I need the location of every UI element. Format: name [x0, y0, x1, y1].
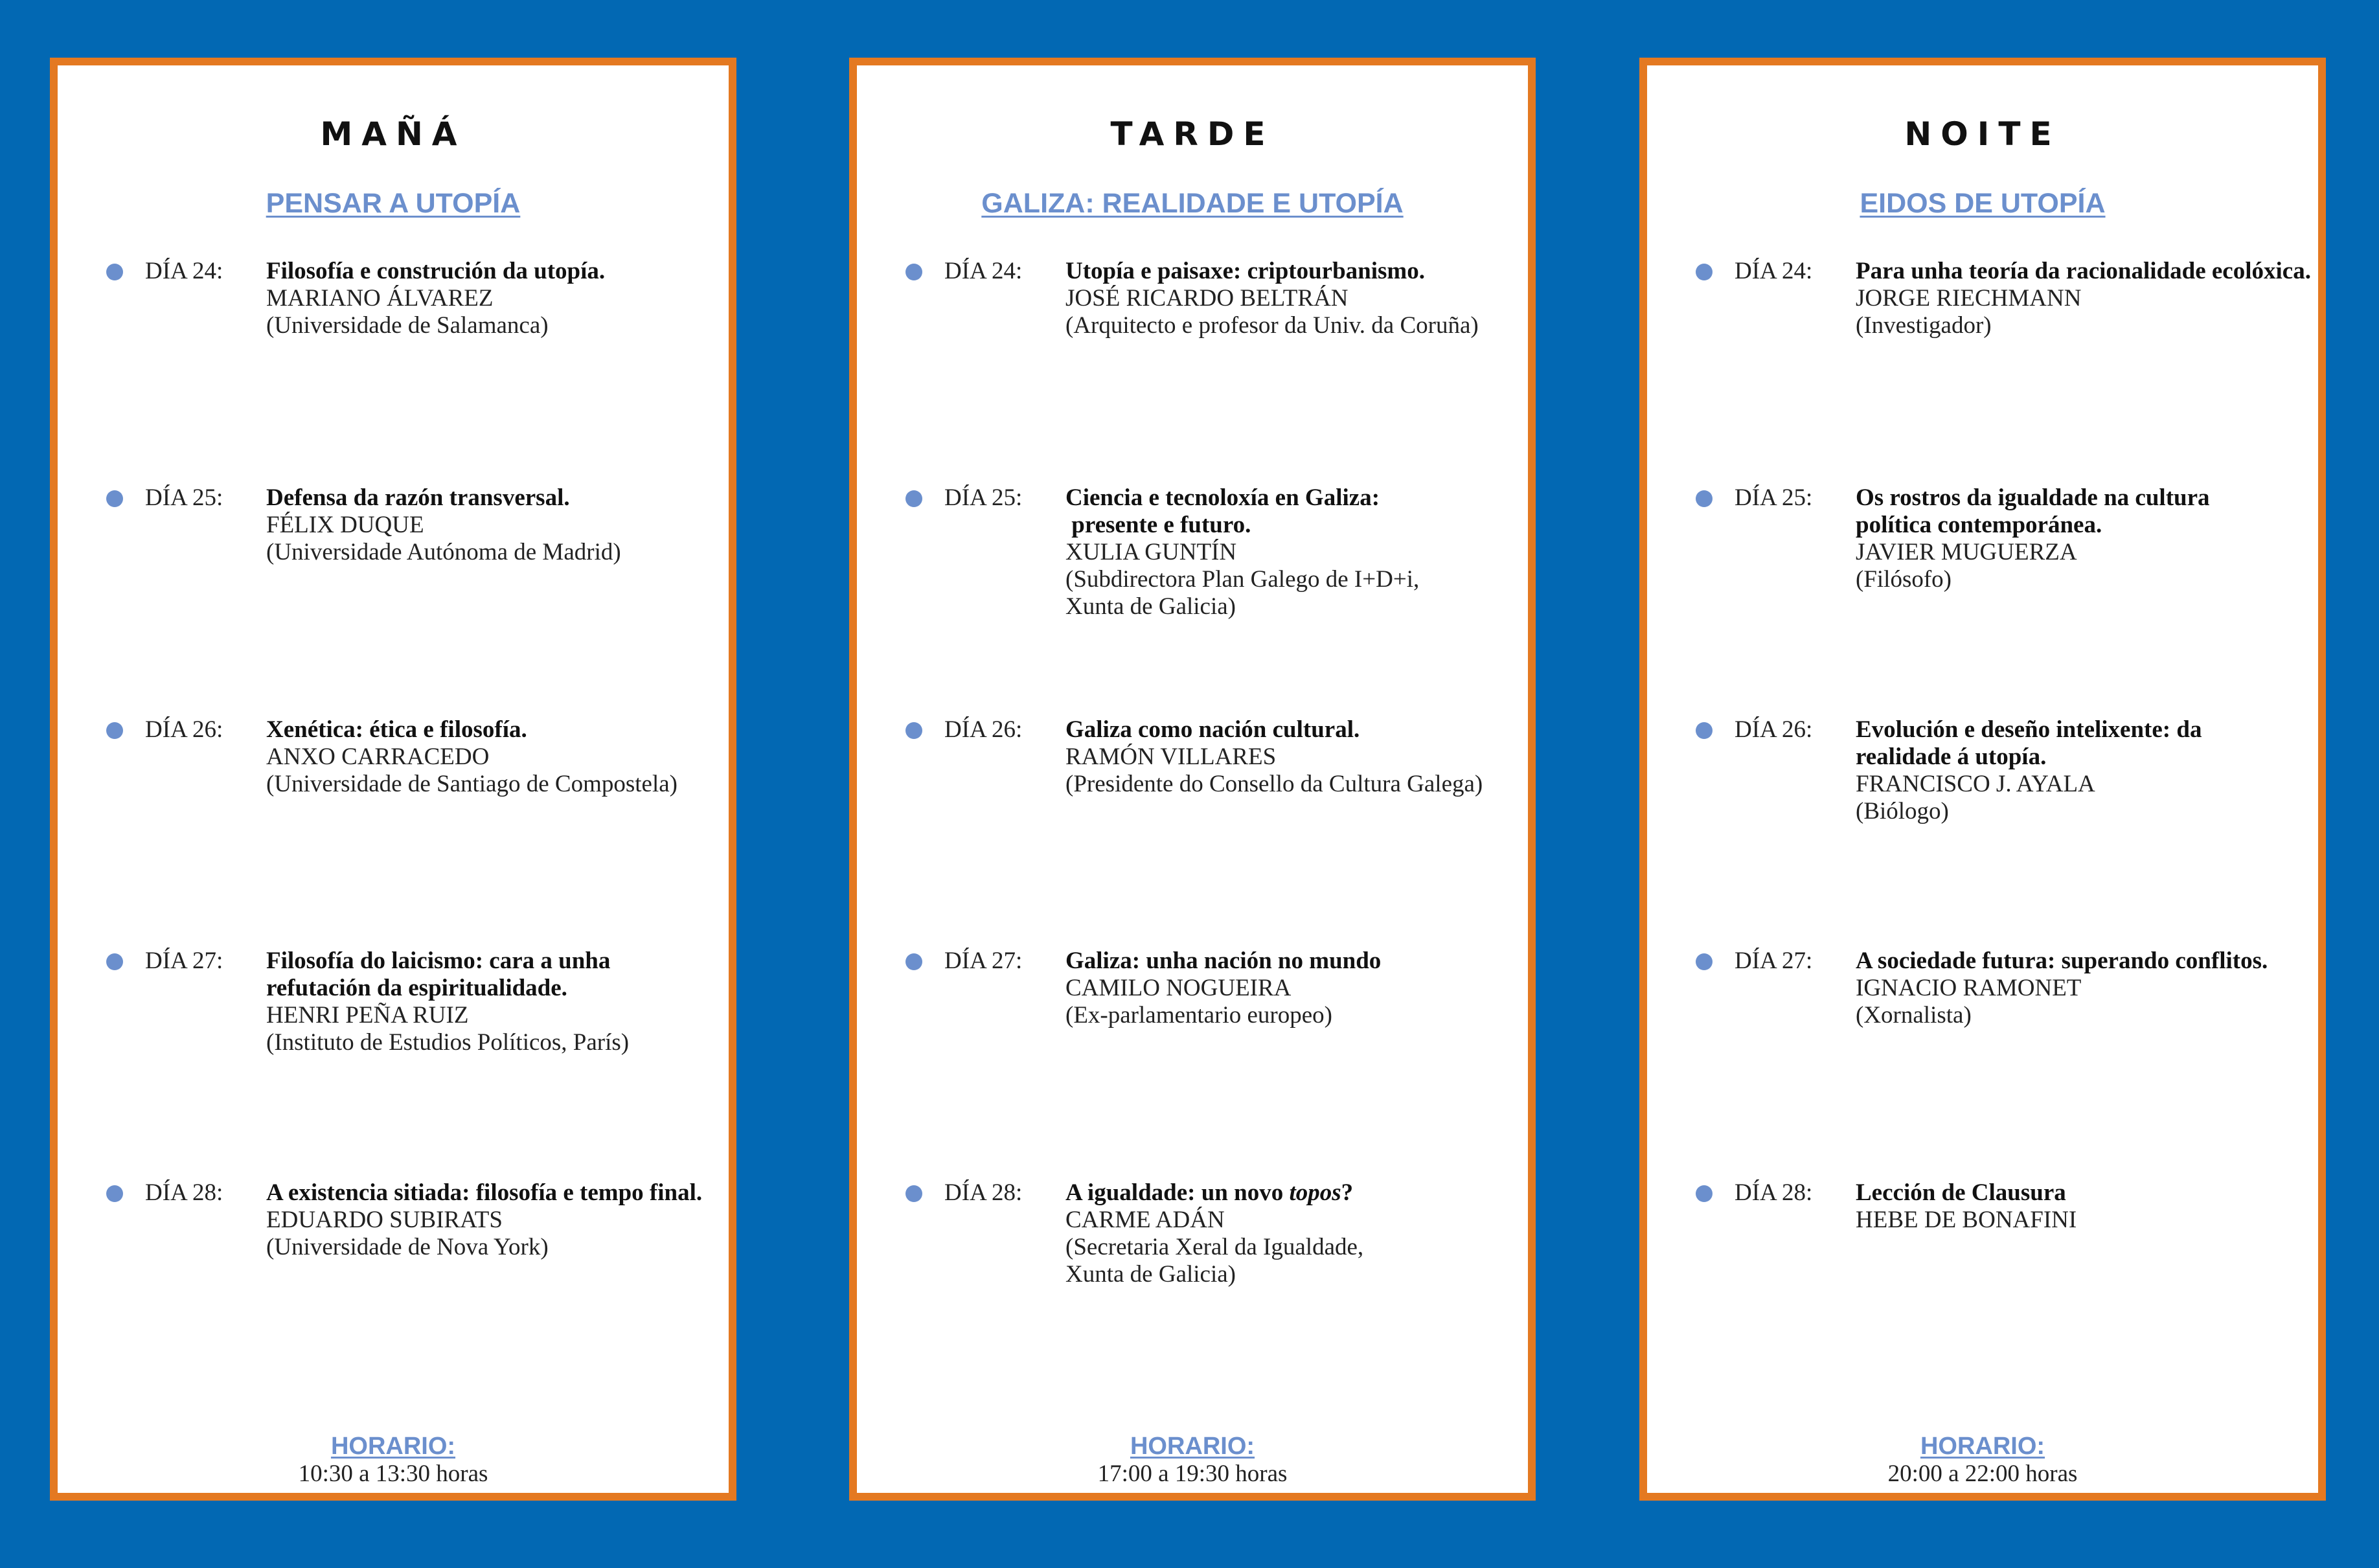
section-heading: NOITE — [1904, 115, 2061, 153]
day-label: DÍA 25: — [145, 484, 223, 511]
speaker-affiliation: (Universidade Autónoma de Madrid) — [266, 539, 621, 565]
day-label: DÍA 28: — [145, 1179, 223, 1206]
schedule-footer — [857, 1432, 1528, 1488]
speaker-affiliation: (Ex-parlamentario europeo) — [1065, 1002, 1332, 1028]
talk-title: Xenética: ética e filosofía. — [266, 716, 527, 743]
horario-time: 10:30 a 13:30 horas — [298, 1460, 488, 1487]
speaker-name: HENRI PEÑA RUIZ — [266, 1002, 469, 1028]
bullet-icon — [106, 953, 123, 970]
speaker-name: EDUARDO SUBIRATS — [266, 1207, 503, 1233]
talk-title — [1065, 1179, 1353, 1206]
talk-title: Evolución e deseño intelixente: da realidade á utopía. — [1856, 716, 2202, 770]
day-label: DÍA 25: — [944, 484, 1023, 511]
speaker-name: FÉLIX DUQUE — [266, 512, 424, 538]
horario-time: 17:00 a 19:30 horas — [1097, 1460, 1288, 1487]
bullet-icon — [1696, 490, 1713, 507]
talk-title: A existencia sitiada: filosofía e tempo final. — [266, 1179, 703, 1206]
bullet-icon — [106, 722, 123, 739]
speaker-affiliation: (Biólogo) — [1856, 798, 1949, 824]
bullet-icon — [1696, 953, 1713, 970]
bullet-icon — [905, 1185, 922, 1202]
talk-title-start: A igualdade: un novo — [1065, 1179, 1290, 1206]
speaker-name: CAMILO NOGUEIRA — [1065, 975, 1292, 1001]
talk-title: Para unha teoría da racionalidade ecolóxica. — [1856, 258, 2311, 284]
day-label: DÍA 26: — [145, 716, 223, 743]
horario-label: HORARIO: — [1130, 1433, 1255, 1460]
speaker-name: FRANCISCO J. AYALA — [1856, 771, 2095, 797]
talk-title: Galiza como nación cultural. — [1065, 716, 1360, 743]
speaker-name: MARIANO ÁLVAREZ — [266, 285, 494, 312]
speaker-affiliation: (Universidade de Santiago de Compostela) — [266, 771, 677, 797]
talk-title: Defensa da razón transversal. — [266, 484, 570, 511]
talk-title: Ciencia e tecnoloxía en Galiza: presente e futuro. — [1065, 484, 1380, 538]
speaker-name: IGNACIO RAMONET — [1856, 975, 2082, 1001]
entry-text — [1856, 948, 2268, 1029]
section-heading: MAÑÁ — [320, 115, 466, 153]
talk-title: A sociedade futura: superando conflitos. — [1856, 948, 2268, 974]
speaker-name: XULIA GUNTÍN — [1065, 539, 1237, 565]
talk-title-end: ? — [1341, 1179, 1354, 1206]
speaker-affiliation: (Subdirectora Plan Galego de I+D+i, Xunta de Galicia) — [1065, 566, 1420, 620]
speaker-affiliation: (Secretaria Xeral da Igualdade, Xunta de Galicia) — [1065, 1234, 1364, 1288]
entry-text — [1856, 484, 2210, 593]
speaker-affiliation: (Xornalista) — [1856, 1002, 1972, 1028]
speaker-name: HEBE DE BONAFINI — [1856, 1207, 2077, 1233]
entry-text — [266, 948, 629, 1056]
programme-panel-evening — [1639, 58, 2326, 1501]
day-label: DÍA 26: — [1735, 716, 1813, 743]
talk-title: Filosofía e construción da utopía. — [266, 258, 606, 284]
day-label: DÍA 27: — [944, 948, 1023, 974]
day-label: DÍA 25: — [1735, 484, 1813, 511]
section-heading: TARDE — [1110, 115, 1275, 153]
entry-text — [266, 258, 605, 339]
talk-title: Galiza: unha nación no mundo — [1065, 948, 1382, 974]
bullet-icon — [1696, 722, 1713, 739]
schedule-footer — [1647, 1432, 2318, 1488]
programme-panel-afternoon — [849, 58, 1536, 1501]
day-label: DÍA 26: — [944, 716, 1023, 743]
speaker-affiliation: (Universidade de Nova York) — [266, 1234, 549, 1260]
entry-text — [1065, 258, 1479, 339]
day-label: DÍA 24: — [944, 258, 1023, 284]
bullet-icon — [1696, 1185, 1713, 1202]
day-label: DÍA 24: — [1735, 258, 1813, 284]
talk-title-italic: topos — [1289, 1179, 1341, 1206]
speaker-name: RAMÓN VILLARES — [1065, 744, 1277, 770]
bullet-icon — [106, 264, 123, 280]
section-subtitle: EIDOS DE UTOPÍA — [1860, 188, 2106, 219]
bullet-icon — [905, 264, 922, 280]
talk-title: Filosofía do laicismo: cara a unha refutación da espiritualidade. — [266, 948, 611, 1001]
bullet-icon — [905, 722, 922, 739]
speaker-affiliation: (Presidente do Consello da Cultura Galega) — [1065, 771, 1483, 797]
speaker-name: JOSÉ RICARDO BELTRÁN — [1065, 285, 1349, 312]
horario-time: 20:00 a 22:00 horas — [1887, 1460, 2078, 1487]
programme-panel-morning — [50, 58, 736, 1501]
speaker-name: JORGE RIECHMANN — [1856, 285, 2082, 312]
entry-text — [266, 716, 677, 798]
entry-text — [1065, 1179, 1363, 1288]
talk-title: Utopía e paisaxe: criptourbanismo. — [1065, 258, 1425, 284]
bullet-icon — [106, 490, 123, 507]
day-label: DÍA 27: — [1735, 948, 1813, 974]
speaker-name: JAVIER MUGUERZA — [1856, 539, 2077, 565]
horario-label: HORARIO: — [330, 1433, 456, 1460]
entry-text — [1856, 716, 2202, 825]
speaker-affiliation: (Instituto de Estudios Políticos, París) — [266, 1029, 630, 1056]
day-label: DÍA 27: — [145, 948, 223, 974]
entry-text — [266, 1179, 702, 1261]
horario-label: HORARIO: — [1920, 1433, 2045, 1460]
entry-text — [266, 484, 621, 566]
section-subtitle: PENSAR A UTOPÍA — [266, 188, 521, 219]
entry-text — [1856, 258, 2311, 339]
speaker-name: ANXO CARRACEDO — [266, 744, 490, 770]
day-label: DÍA 28: — [944, 1179, 1023, 1206]
bullet-icon — [905, 490, 922, 507]
bullet-icon — [106, 1185, 123, 1202]
speaker-affiliation: (Filósofo) — [1856, 566, 1952, 593]
speaker-affiliation: (Investigador) — [1856, 312, 1992, 339]
talk-title: Os rostros da igualdade na cultura política contemporánea. — [1856, 484, 2210, 538]
section-subtitle: GALIZA: REALIDADE E UTOPÍA — [981, 188, 1404, 219]
entry-text — [1065, 716, 1483, 798]
schedule-footer — [58, 1432, 729, 1488]
entry-text — [1065, 948, 1381, 1029]
speaker-affiliation: (Arquitecto e profesor da Univ. da Coruña) — [1065, 312, 1479, 339]
speaker-name: CARME ADÁN — [1065, 1207, 1225, 1233]
entry-text — [1065, 484, 1419, 620]
day-label: DÍA 24: — [145, 258, 223, 284]
bullet-icon — [1696, 264, 1713, 280]
day-label: DÍA 28: — [1735, 1179, 1813, 1206]
bullet-icon — [905, 953, 922, 970]
talk-title: Lección de Clausura — [1856, 1179, 2066, 1206]
entry-text — [1856, 1179, 2077, 1234]
speaker-affiliation: (Universidade de Salamanca) — [266, 312, 549, 339]
